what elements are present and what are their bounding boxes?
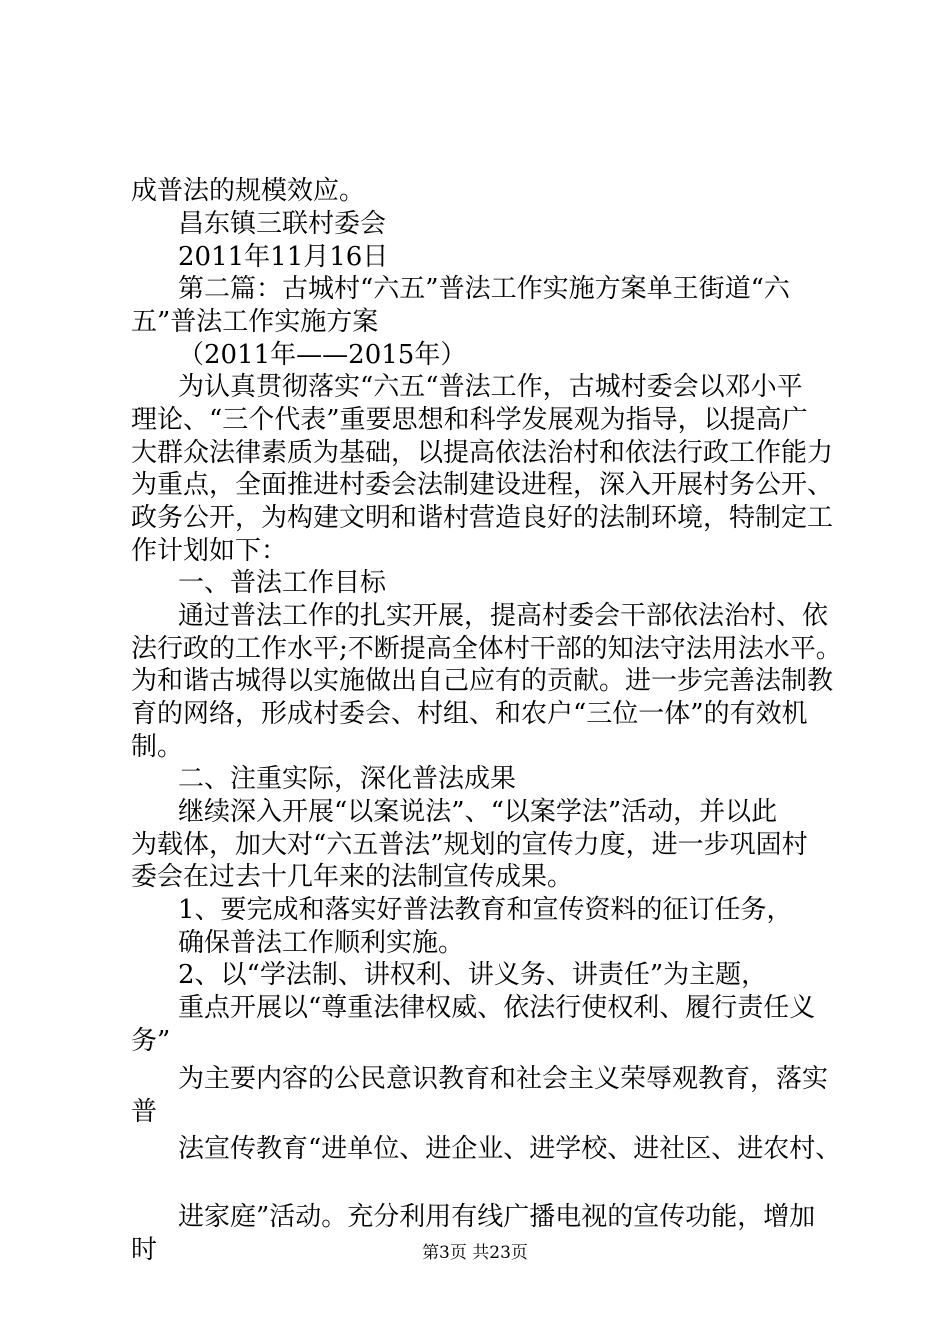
text-line: 时 [131, 1235, 158, 1265]
text-line: 务” [131, 1026, 171, 1056]
text-line: 委会在过去十几年来的法制宣传成果。 [131, 862, 574, 892]
text-line: 普 [131, 1097, 158, 1127]
text-line: 作计划如下： [131, 536, 288, 566]
text-line: 五”普法工作实施方案 [131, 307, 379, 337]
section-heading: 二、注重实际，深化普法成果 [178, 764, 517, 794]
text-line: 确保普法工作顺利实施。 [178, 928, 465, 958]
text-line: 法宣传教育“进单位、进企业、进学校、进社区、进农村、 [178, 1134, 842, 1164]
text-line: 第二篇：古城村“六五”普法工作实施方案单王街道“六 [178, 274, 790, 304]
section-heading: 一、普法工作目标 [178, 568, 387, 598]
text-line: 2011年11月16日 [178, 242, 389, 272]
text-line: 育的网络，形成村委会、村组、和农户“三位一体”的有效机 [131, 699, 808, 729]
text-line: 重点开展以“尊重法律权威、依法行使权利、履行责任义 [178, 993, 816, 1023]
text-line: 进家庭”活动。充分利用有线广播电视的宣传功能，增加 [178, 1202, 816, 1232]
text-line: 通过普法工作的扎实开展，提高村委会干部依法治村、依 [178, 601, 829, 631]
text-line: 为主要内容的公民意识教育和社会主义荣辱观教育，落实 [178, 1064, 829, 1094]
text-line: 为和谐古城得以实施做出自己应有的贡献。进一步完善法制教 [131, 666, 834, 696]
page-number-footer: 第3页 共23页 [422, 1243, 528, 1263]
text-line: 成普法的规模效应。 [131, 176, 366, 206]
text-line: 1、要完成和落实好普法教育和宣传资料的征订任务， [178, 895, 793, 925]
text-line: 为认真贯彻落实“六五“普法工作，古城村委会以邓小平 [178, 372, 803, 402]
text-line: 政务公开，为构建文明和谐村营造良好的法制环境，特制定工 [131, 503, 834, 533]
text-line: 理论、“三个代表”重要思想和科学发展观为指导，以提高广 [131, 405, 808, 435]
text-line: 大群众法律素质为基础，以提高依法治村和依法行政工作能力 [131, 438, 834, 468]
text-line: 制。 [131, 732, 184, 762]
text-line: 继续深入开展“以案说法”、“以案学法”活动，并以此 [178, 797, 778, 827]
text-line: 为载体，加大对“六五普法”规划的宣传力度，进一步巩固村 [131, 830, 808, 860]
text-line: 2、以“学法制、讲权利、讲义务、讲责任”为主题， [178, 960, 768, 990]
text-line: 为重点，全面推进村委会法制建设进程，深入开展村务公开、 [131, 470, 834, 500]
text-line: 法行政的工作水平;不断提高全体村干部的知法守法用法水平。 [131, 634, 842, 664]
text-line: （2011年——2015年） [178, 340, 467, 370]
text-line: 昌东镇三联村委会 [178, 209, 387, 239]
